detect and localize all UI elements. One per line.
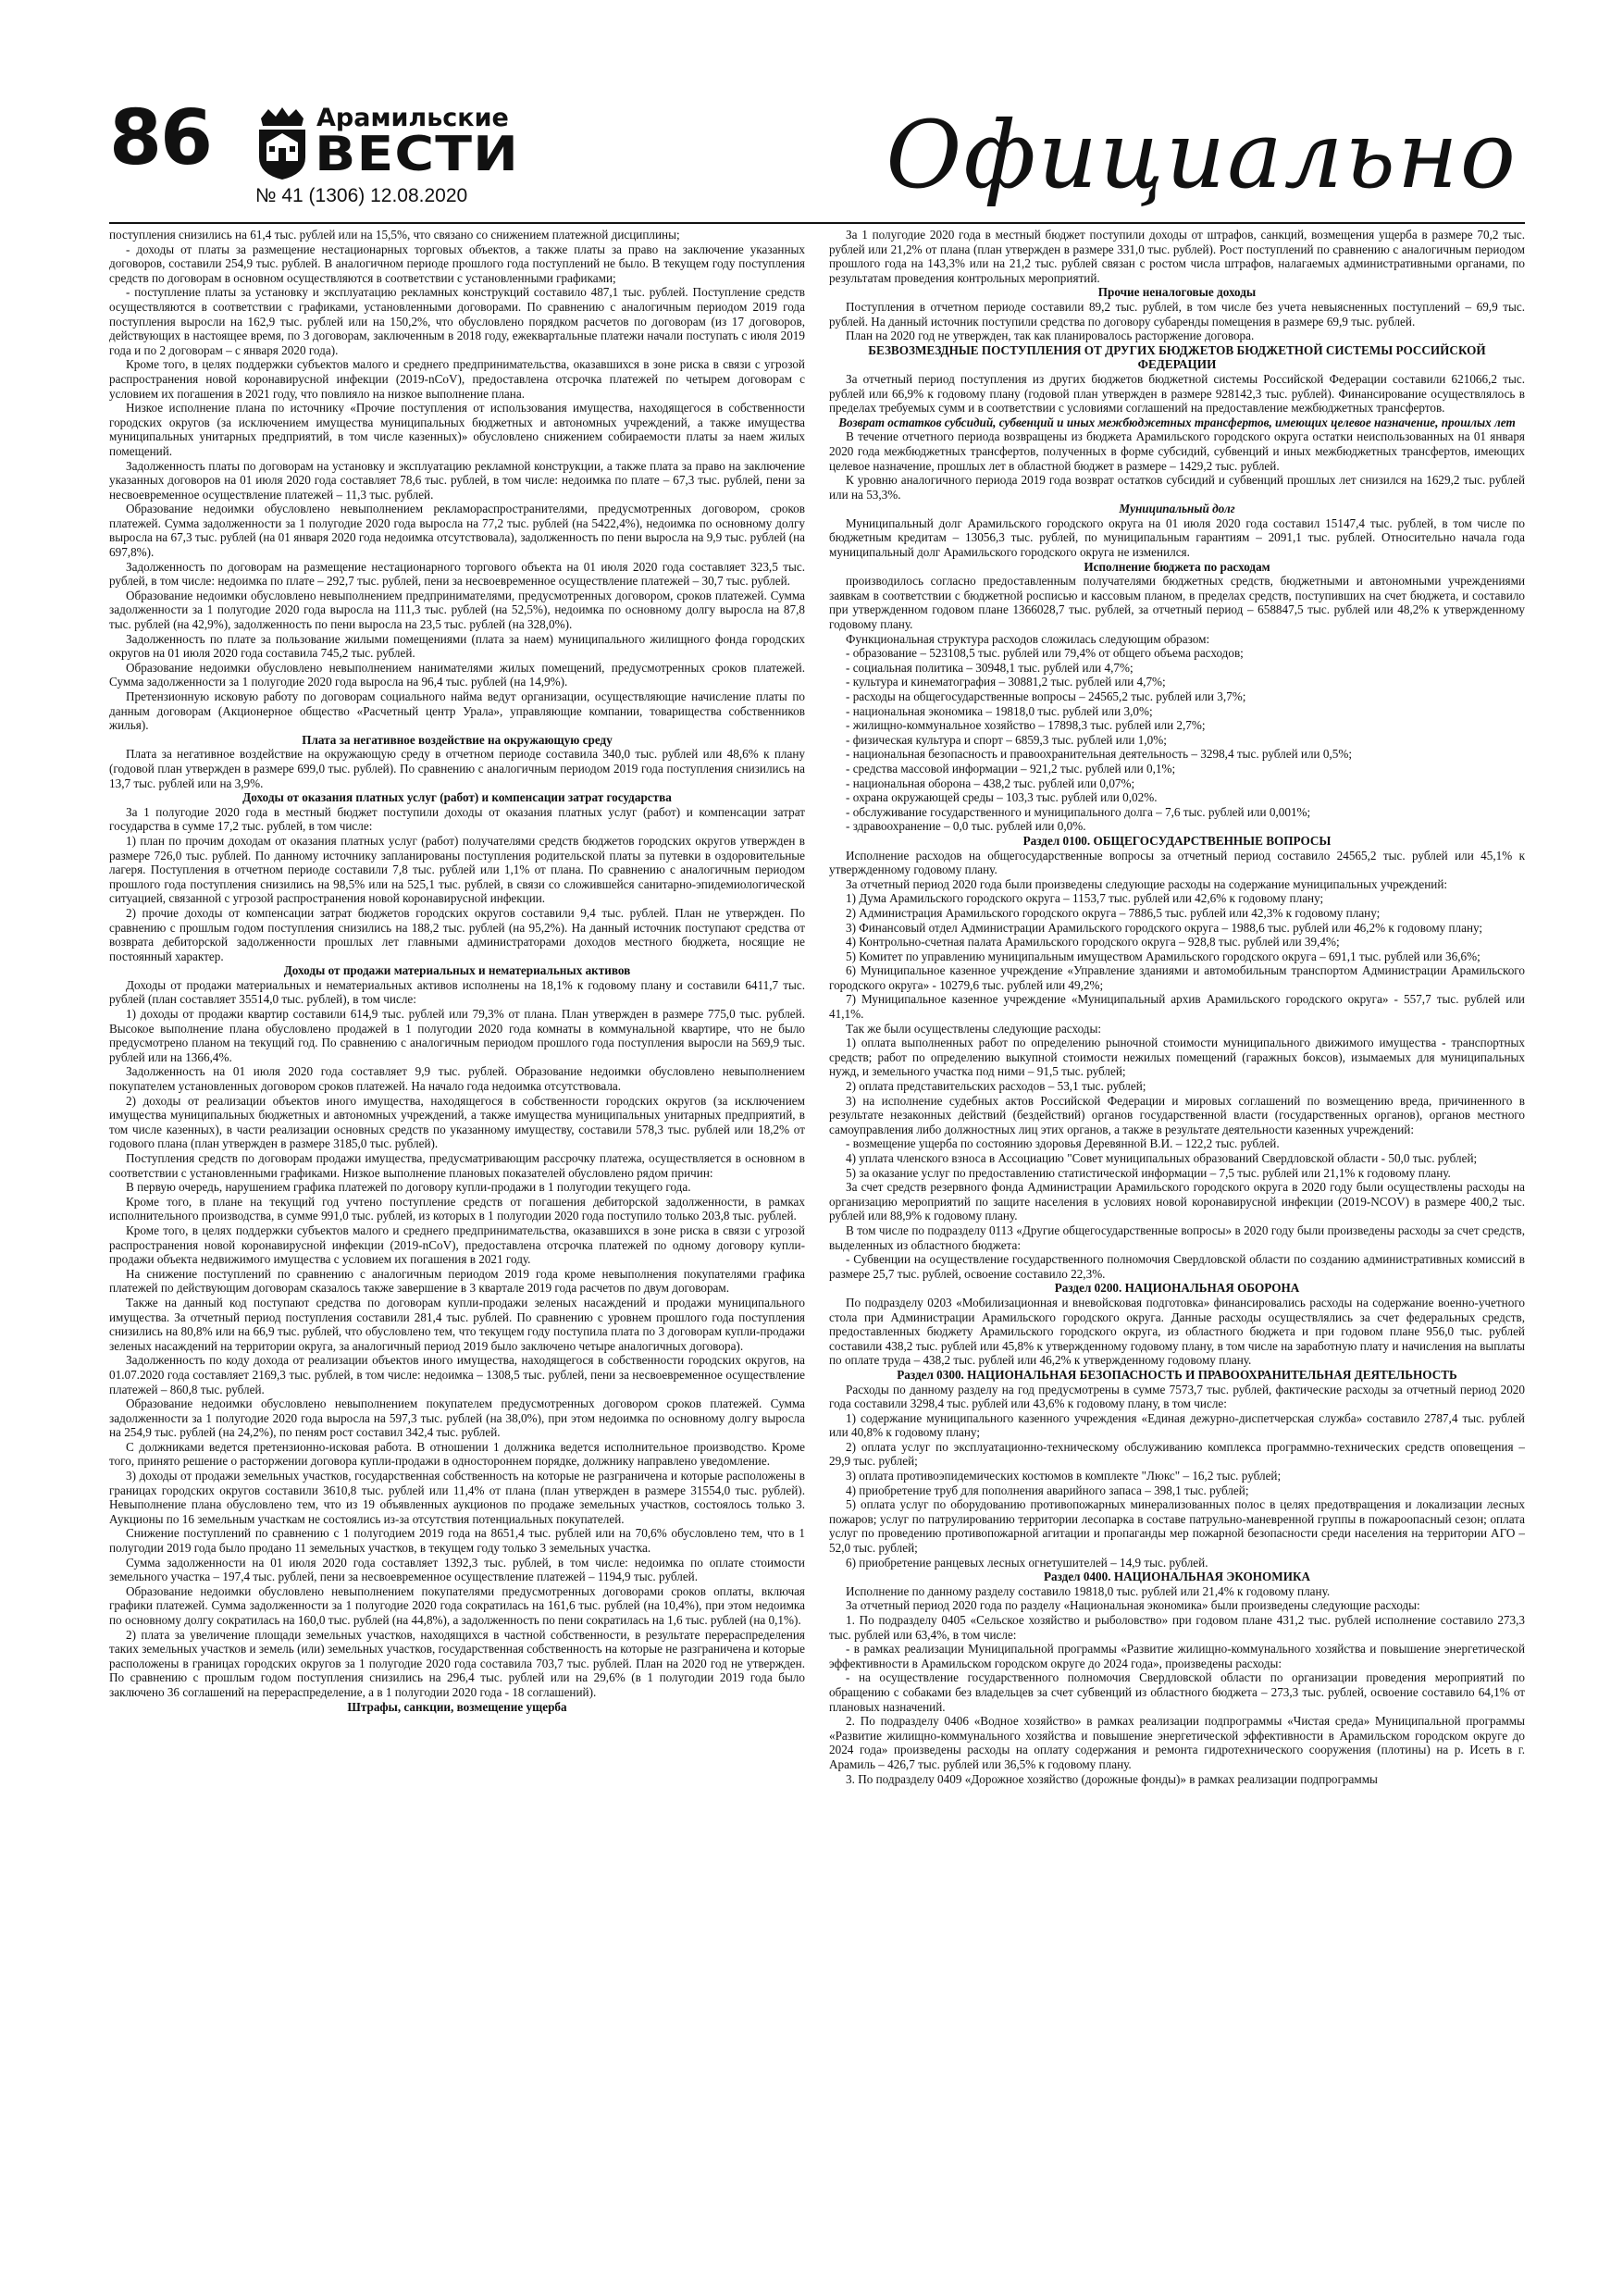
- paragraph: Задолженность на 01 июля 2020 года составляет 9,9 тыс. рублей. Образование недоимки обусловлено невыполнением покупателем установленных договором сроков платежей. На начало года недоимка отсутствовала.: [109, 1064, 805, 1094]
- paragraph: 1) Дума Арамильского городского округа – 1153,7 тыс. рублей или 42,6% к годовому плану;: [846, 891, 1324, 906]
- paragraph: Задолженность по плате за пользование жилыми помещениями (плата за наем) муниципального жилищного фонда городских округов на 01 июля 2020 года составила 745,2 тыс. рублей.: [109, 631, 805, 661]
- section-heading: Штрафы, санкции, возмещение ущерба: [347, 1699, 567, 1714]
- paragraph: Образование недоимки обусловлено невыполнением покупателями предусмотренных договорами сроков оплаты, включая графики платежей. Сумма задолженности за 1 полугодие 2020 года сократилась на 161,6 тыс. рублей (на 10,4%), при этом недоимка по основному долгу сократилась на 160,0 тыс. рублей (на 44,8%), а задолженность по пени сократилась на 1,6 тыс. рублей (на 0,1%).: [109, 1583, 805, 1627]
- paragraph: 5) Комитет по управлению муниципальным имуществом Арамильского городского округа – 691,1 тыс. рублей или 36,6%;: [846, 949, 1481, 963]
- paragraph: Поступления средств по договорам продажи имущества, предусматривающим рассрочку платежа, осуществляется в основном в соответствии с установленными графиками. Низкое выполнение плановых показателей обусловлено рядом причин:: [109, 1151, 805, 1180]
- paragraph: За отчетный период 2020 года были произведены следующие расходы на содержание муниципальных учреждений:: [846, 876, 1448, 891]
- left-column: [109, 228, 805, 2273]
- section-heading: Плата за негативное воздействие на окружающую среду: [302, 732, 613, 747]
- paragraph: К уровню аналогичного периода 2019 года возврат остатков субсидий и субвенций прошлых лет снизился на 1629,2 тыс. рублей или на 53,3%.: [829, 473, 1525, 502]
- paragraph: За 1 полугодие 2020 года в местный бюджет поступили доходы от штрафов, санкций, возмещения ущерба в размере 70,2 тыс. рублей или 21,2% от плана (план утвержден в размере 331,0 тыс. рублей). Рост поступлений по сравнению с аналогичным периодом прошлого года на 143,3% или на 21,2 тыс. рублей связан с ростом числа штрафов, налагаемых административными органами, по результатам проведения контрольных мероприятий.: [829, 228, 1525, 285]
- paragraph: Муниципальный долг Арамильского городского округа на 01 июля 2020 года составил 15147,4 тыс. рублей, в том числе по бюджетным кредитам – 13056,3 тыс. рублей, по муниципальным гарантиям – 2091,1 тыс. рублей. Относительно начала года муниципальный долг Арамильского городского округа не изменился.: [829, 515, 1525, 560]
- paragraph: Так же были осуществлены следующие расходы:: [846, 1021, 1102, 1036]
- paragraph: Задолженность по коду дохода от реализации объектов иного имущества, находящегося в собственности городских округов, на 01.07.2020 года составляет 2169,3 тыс. рублей, в том числе: недоимка – 1308,5 тыс. рублей, пени за несвоевременное осуществление платежей – 860,8 тыс. рублей.: [109, 1353, 805, 1396]
- issue-info: № 41 (1306) 12.08.2020: [255, 185, 468, 206]
- subsection-heading: Муниципальный долг: [1119, 502, 1235, 516]
- paragraph: Поступления в отчетном периоде составили 89,2 тыс. рублей, в том числе без учета невыясненных поступлений – 69,9 тыс. рублей. На данный источник поступили средства по договору субаренды помещения в размере 69,9 тыс. рублей.: [829, 299, 1525, 329]
- paragraph: Кроме того, в целях поддержки субъектов малого и среднего предпринимательства, оказавшихся в зоне риска в связи с угрозой распространения новой коронавирусной инфекции (2019-nCoV), предоставлена отсрочка платежей по четырем договорам с условием их погашения в 2021 году, что повлияло на низкое выполнение плана.: [109, 357, 805, 401]
- paragraph: 4) уплата членского взноса в Ассоциацию "Совет муниципальных образований Свердловской области - 50,0 тыс. рублей;: [846, 1151, 1478, 1165]
- paragraph: Образование недоимки обусловлено невыполнением нанимателями жилых помещений, предусмотренных сроков платежей. Сумма задолженности за 1 полугодие 2020 года выросла на 96,4 тыс. рублей (на 14,9%).: [109, 660, 805, 689]
- paragraph: 3) доходы от продажи земельных участков, государственная собственность на которые не разграничена и которые расположены в границах городских округов составили 3610,8 тыс. рублей или 11,4% от плана (план утвержден в размере 31554,0 тыс. рублей). Невыполнение плана обусловлено тем, что из 19 объявленных аукционов по продаже земельных участков, состоялось только 3. Аукционы по 16 земельным участкам не состоялись из-за отсутствия потенциальных покупателей.: [109, 1469, 805, 1526]
- paragraph: 2) прочие доходы от компенсации затрат бюджетов городских округов составили 9,4 тыс. рублей. План не утвержден. По сравнению с прошлым годом поступления снизились на 188,2 тыс. рублей (на 95,2%). На данный источник поступают средства от возврата дебиторской задолженности прошлых лет главными администраторами доходов местного бюджета, носящие не постоянный характер.: [109, 905, 805, 963]
- paragraph: За 1 полугодие 2020 года в местный бюджет поступили доходы от оказания платных услуг (работ) и компенсации затрат государства в сумме 17,2 тыс. рублей, в том числе:: [109, 804, 805, 834]
- subsection-heading: Возврат остатков субсидий, субвенций и иных межбюджетных трансфертов, имеющих целевое назначение, прошлых лет: [838, 415, 1516, 429]
- page-number: 86: [109, 94, 212, 182]
- section-title: Официально: [886, 101, 1518, 209]
- paragraph: План на 2020 год не утвержден, так как планировалось расторжение договора.: [846, 329, 1255, 343]
- paragraph: - доходы от платы за размещение нестационарных торговых объектов, а также платы за право на заключение указанных договоров, составили 254,9 тыс. рублей. В аналогичном периоде прошлого года поступлений не было. В текущем году поступления средств по договорам в основном осуществляются в соответствии с установленными графиками;: [109, 242, 805, 285]
- right-column: [829, 228, 1525, 2273]
- paragraph: 6) приобретение ранцевых лесных огнетушителей – 14,9 тыс. рублей.: [846, 1555, 1208, 1570]
- paragraph: Сумма задолженности на 01 июля 2020 года составляет 1392,3 тыс. рублей, в том числе: недоимка по оплате стоимости земельного участка – 197,4 тыс. рублей, пени за несвоевременное осуществление платежей – 1194,9 тыс. рублей.: [109, 1555, 805, 1584]
- section-heading: Исполнение бюджета по расходам: [1084, 559, 1270, 574]
- paragraph: 2) Администрация Арамильского городского округа – 7886,5 тыс. рублей или 42,3% к годовому плану;: [846, 905, 1381, 920]
- paragraph: - средства массовой информации – 921,2 тыс. рублей или 0,1%;: [846, 761, 1176, 776]
- paragraph: Задолженность платы по договорам на установку и эксплуатацию рекламной конструкции, а также плата за право на заключение указанных договоров на 01 июля 2020 года составляет 78,6 тыс. рублей, в том числе: недоимка по плате – 67,3 тыс. рублей, пени за несвоевременное осуществление платежей – 11,3 тыс. рублей.: [109, 458, 805, 502]
- paragraph: Кроме того, в плане на текущий год учтено поступление средств от погашения дебиторской задолженности, в рамках исполнительного производства, в сумме 991,0 тыс. рублей, из которых в 1 полугодии 2020 года поступило только 203,8 тыс. рублей.: [109, 1194, 805, 1223]
- paragraph: 6) Муниципальное казенное учреждение «Управление зданиями и автомобильным транспортом Администрации Арамильского городского округа» - 10279,6 тыс. рублей или 49,2%;: [829, 963, 1525, 992]
- paragraph: 4) Контрольно-счетная палата Арамильского городского округа – 928,8 тыс. рублей или 39,4%;: [846, 935, 1340, 949]
- paragraph: - национальная безопасность и правоохранительная деятельность – 3298,4 тыс. рублей или 0,5%;: [846, 747, 1353, 762]
- paragraph: - физическая культура и спорт – 6859,3 тыс. рублей или 1,0%;: [846, 732, 1167, 747]
- paragraph: - национальная экономика – 19818,0 тыс. рублей или 3,0%;: [846, 703, 1153, 718]
- paragraph: 3. По подразделу 0409 «Дорожное хозяйство (дорожные фонды)» в рамках реализации подпрограммы: [846, 1771, 1378, 1786]
- paragraph: - в рамках реализации Муниципальной программы «Развитие жилищно-коммунального хозяйства и повышение энергетической эффективности в Арамильском городском округе до 2024 года», произведены расходы:: [829, 1642, 1525, 1670]
- paragraph: В течение отчетного периода возвращены из бюджета Арамильского городского округа остатки неиспользованных на 01 января 2020 года межбюджетных трансфертов, полученных в форме субсидий, субвенций и иных межбюджетных трансфертов, имеющих целевое назначение, прошлых лет в областной бюджет в размере – 1429,2 тыс. рублей.: [829, 429, 1525, 473]
- paragraph: - образование – 523108,5 тыс. рублей или 79,4% от общего объема расходов;: [846, 646, 1244, 661]
- paragraph: 3) оплата противоэпидемических костюмов в комплекте "Люкс" – 16,2 тыс. рублей;: [846, 1469, 1282, 1483]
- paragraph: - поступление платы за установку и эксплуатацию рекламных конструкций составило 487,1 тыс. рублей. Поступление средств осуществляются в соответствии с графиками, установленными договорами. По сравнению с аналогичным периодом 2019 года поступления выросли на 162,9 тыс. рублей или на 150,2%, что обусловлено порядком расчетов по договорам (из 17 договоров, действующих в настоящее время, по 3 договорам, заключенным в 2018 году, ежеквартальные платежи начали поступать с июля 2019 года и по 2 договорам – с января 2020 года).: [109, 285, 805, 357]
- paragraph: Плата за негативное воздействие на окружающую среду в отчетном периоде составила 340,0 тыс. рублей или 48,6% к плану (годовой план утвержден в размере 699,0 тыс. рублей). По сравнению с аналогичным периодом 2019 года поступления снизились на 13,7 тыс. рублей или на 3,9%.: [109, 747, 805, 790]
- paragraph: 1) план по прочим доходам от оказания платных услуг (работ) получателями средств бюджетов городских округов утвержден в размере 726,0 тыс. рублей. По данному источнику запланированы поступления родительской платы за путевки в оздоровительные лагеря. Поступления в отчетном периоде составили 7,8 тыс. рублей или 1,1% от плана. По сравнению с аналогичным периодом прошлого года поступления снизились на 98,5% или на 525,1 тыс. рублей, в связи со сложившейся санитарно-эпидемиологической ситуацией, связанной с угрозой распространения новой коронавирусной инфекции.: [109, 833, 805, 906]
- section-heading: БЕЗВОЗМЕЗДНЫЕ ПОСТУПЛЕНИЯ ОТ ДРУГИХ БЮДЖЕТОВ БЮДЖЕТНОЙ СИСТЕМЫ РОССИЙСКОЙ ФЕДЕРАЦИИ: [868, 342, 1486, 372]
- paragraph: Доходы от продажи материальных и нематериальных активов исполнены на 18,1% к годовому плану и составили 6411,7 тыс. рублей (план составляет 35514,0 тыс. рублей), в том числе:: [109, 977, 805, 1007]
- paragraph: Снижение поступлений по сравнению с 1 полугодием 2019 года на 8651,4 тыс. рублей или на 70,6% обусловлено тем, что в 1 полугодии 2019 года было продано 11 земельных участков, в текущем году только 3 земельных участка.: [109, 1526, 805, 1556]
- newspaper-logo: [255, 100, 588, 192]
- paragraph: 2) оплата услуг по эксплуатационно-техническому обслуживанию комплекса программно-технических средств оповещения – 29,9 тыс. рублей;: [829, 1439, 1525, 1469]
- paragraph: 4) приобретение труб для пополнения аварийного запаса – 398,1 тыс. рублей;: [846, 1483, 1249, 1497]
- paragraph: В первую очередь, нарушением графика платежей по договору купли-продажи в 1 полугодии текущего года.: [126, 1180, 691, 1195]
- paragraph: Задолженность по договорам на размещение нестационарного торгового объекта на 01 июля 2020 года составляет 323,5 тыс. рублей, в том числе: недоимка по плате – 292,7 тыс. рублей, пени за несвоевременное осуществление платежей – 30,7 тыс. рублей.: [109, 559, 805, 589]
- crest-icon: [255, 105, 309, 181]
- paragraph: За отчетный период 2020 года по разделу «Национальная экономика» были произведены следующие расходы:: [846, 1598, 1420, 1613]
- paragraph: Кроме того, в целях поддержки субъектов малого и среднего предпринимательства, оказавшихся в зоне риска в связи с угрозой распространения новой коронавирусной инфекции (2019-nCoV), предоставлена отсрочка платежей по одному договору купли-продажи объекта недвижимого имущества с условием их погашения в 2021 году.: [109, 1222, 805, 1267]
- paragraph: - обслуживание государственного и муниципального долга – 7,6 тыс. рублей или 0,001%;: [846, 804, 1311, 819]
- paragraph: 2) доходы от реализации объектов иного имущества, находящегося в собственности городских округов (за исключением имущества муниципальных бюджетных и автономных учреждений, а также имущества муниципальных унитарных предприятий, в том числе казенных), в части реализации основных средств по указанному имуществу, составили 578,3 тыс. рублей или 18,2% от годового плана (план утвержден в размере 3185,0 тыс. рублей).: [109, 1093, 805, 1151]
- paragraph: 7) Муниципальное казенное учреждение «Муниципальный архив Арамильского городского округа» - 557,7 тыс. рублей или 41,1%.: [829, 992, 1525, 1022]
- header-rule: [109, 222, 1525, 224]
- paragraph: Также на данный код поступают средства по договорам купли-продажи зеленых насаждений и продажи муниципального имущества. За отчетный период поступления составили 281,4 тыс. рублей. По сравнению с уровнем прошлого года поступления снизились на 80,8% или на 66,9 тыс. рублей, что обусловлено тем, что текущем году поступила плата по 3 договорам купли-продажи зеленых насаждений на территории округа, за аналогичный период 2019 было заключено четыре аналогичных договора).: [109, 1295, 805, 1353]
- paragraph: - Субвенции на осуществление государственного полномочия Свердловской области по созданию административных комиссий в размере 25,7 тыс. рублей, освоение составило 22,3%.: [829, 1252, 1525, 1281]
- paragraph: Претензионную исковую работу по договорам социального найма ведут организации, осуществляющие начисление платы по данным договорам (Акционерное общество «Расчетный центр Урала», управляющие компании, товарищества собственников жилья).: [109, 689, 805, 733]
- paragraph: - жилищно-коммунальное хозяйство – 17898,3 тыс. рублей или 2,7%;: [846, 718, 1206, 733]
- paragraph: - охрана окружающей среды – 103,3 тыс. рублей или 0,02%.: [846, 790, 1158, 805]
- paragraph: - возмещение ущерба по состоянию здоровья Деревянной В.И. – 122,2 тыс. рублей.: [846, 1136, 1280, 1151]
- paragraph: Функциональная структура расходов сложилась следующим образом:: [846, 631, 1210, 646]
- paragraph: На снижение поступлений по сравнению с аналогичным периодом 2019 года кроме невыполнения покупателями графика платежей по действующим договорам сказалось также завершение в 3 квартале 2019 года расчетов по двум договорам.: [109, 1266, 805, 1296]
- paragraph: производилось согласно предоставленным получателями бюджетных средств, бюджетными и автономными учреждениями заявкам в соответствии с бюджетной росписью и кассовым планом, в пределах средств, поступивших на счет бюджета, и составило при утвержденном годовом плане 1366028,7 тыс. рублей, за отчетный период – 658847,5 тыс. рублей или 48,2% к утвержденному годовому плану.: [829, 574, 1525, 632]
- section-heading: Раздел 0300. НАЦИОНАЛЬНАЯ БЕЗОПАСНОСТЬ И ПРАВООХРАНИТЕЛЬНАЯ ДЕЯТЕЛЬНОСТЬ: [897, 1367, 1457, 1382]
- paragraph: 2. По подразделу 0406 «Водное хозяйство» в рамках реализации подпрограммы «Чистая среда» Муниципальной программы «Развитие жилищно-коммунального хозяйства и повышение энергетической эффективности в Арамильском городском округе до 2024 года» произведены расходы на оплату содержания и ремонта гидротехнического сооружения (плотины) на р. Исеть в г. Арамиль – 426,7 тыс. рублей или 36,5% к годовому плану.: [829, 1714, 1525, 1771]
- paragraph: Низкое исполнение плана по источнику «Прочие поступления от использования имущества, находящегося в собственности городских округов (за исключением имущества муниципальных бюджетных и автономных учреждений, а также имущества муниципальных унитарных предприятий, в том числе казенных)» обусловлено снижением собираемости платы за наем жилых помещений.: [109, 401, 805, 458]
- paragraph: - национальная оборона – 438,2 тыс. рублей или 0,07%;: [846, 776, 1135, 790]
- section-heading: Доходы от оказания платных услуг (работ) и компенсации затрат государства: [242, 790, 672, 805]
- paragraph: 2) плата за увеличение площади земельных участков, находящихся в частной собственности, в результате перераспределения таких земельных участков и земель (или) земельных участков, государственная собственность на которые не разграничена и которые расположены в границах городских округов за 1 полугодие 2020 года составила 703,7 тыс. рублей. План на 2020 год не утвержден. По сравнению с прошлым годом поступления снизились на 296,4 тыс. рублей или на 29,6% (в 1 полугодии 2019 года было заключено 36 соглашений на перераспределение, а в 1 полугодии 2020 года - 18 соглашений).: [109, 1627, 805, 1699]
- paragraph: 5) за оказание услуг по предоставлению статистической информации – 7,5 тыс. рублей или 21,1% к годовому плану.: [846, 1165, 1451, 1180]
- paragraph: - здравоохранение – 0,0 тыс. рублей или 0,0%.: [846, 819, 1086, 834]
- paragraph: За счет средств резервного фонда Администрации Арамильского городского округа в 2020 году были осуществлены расходы на организацию мероприятий по защите населения в условиях новой коронавирусной инфекции (2019-NCOV) в размере 400,2 тыс. рублей или 88,9% к годовому плану.: [829, 1180, 1525, 1223]
- paragraph: 3) на исполнение судебных актов Российской Федерации и мировых соглашений по возмещению вреда, причиненного в результате незаконных действий (бездействий) органов государственной власти (государственных органов), органов местного самоуправления либо должностных лиц этих органов, а также в результате деятельности казенных учреждений:: [829, 1093, 1525, 1136]
- paragraph: Исполнение расходов на общегосударственные вопросы за отчетный период составило 24565,2 тыс. рублей или 45,1% к утвержденному годовому плану.: [829, 848, 1525, 877]
- section-heading: Раздел 0200. НАЦИОНАЛЬНАЯ ОБОРОНА: [1054, 1281, 1300, 1296]
- paragraph: 5) оплата услуг по оборудованию противопожарных минерализованных полос в целях предотвращения и локализации лесных пожаров; услуг по патрулированию территории лесопарка в составе патрульно-маневренной группы в пожароопасный сезон; оплата услуг по проведению противопожарной агитации и пропаганды мер пожарной безопасности среди населения на территории АГО – 52,0 тыс. рублей;: [829, 1497, 1525, 1556]
- paragraph: Образование недоимки обусловлено невыполнением рекламораспространителями, предусмотренных договором, сроков платежей. Сумма задолженности за 1 полугодие 2020 года выросла на 77,2 тыс. рублей (на 5422,4%), недоимка по основному долгу выросла на 67,3 тыс. рублей (на 01 января 2020 года недоимка отсутствовала), задолженность по пени выросла на 9,9 тыс. рублей (на 697,8%).: [109, 502, 805, 560]
- paragraph: С должниками ведется претензионно-исковая работа. В отношении 1 должника ведется исполнительное производство. Кроме того, принято решение о расторжении договора купли-продажи в одностороннем порядке, должнику направлено уведомление.: [109, 1439, 805, 1469]
- paragraph: По подразделу 0203 «Мобилизационная и вневойсковая подготовка» финансировались расходы на содержание военно-учетного стола при Администрации Арамильского городского округа. Данные расходы осуществлялись за счет федеральных средств, предоставленных бюджету Арамильского городского округа, из областного бюджета и при годовом плане 956,0 тыс. рублей составили 438,2 тыс. рублей или 45,8% к утвержденному годовому плану, в том числе на заработную плату и начисления на выплаты по оплате труда – 438,2 тыс. рублей или 46,2% к утвержденному годовому плану.: [829, 1295, 1525, 1368]
- paragraph: 1) оплата выполненных работ по определению рыночной стоимости муниципального движимого имущества - транспортных средств; работ по определению выкупной стоимости нежилых помещений (гаражных боксов), изымаемых для муниципальных нужд, и земельного участка под ними – 91,5 тыс. рублей;: [829, 1036, 1525, 1079]
- paragraph: - социальная политика – 30948,1 тыс. рублей или 4,7%;: [846, 660, 1134, 675]
- paragraph: 3) Финансовый отдел Администрации Арамильского городского округа – 1988,6 тыс. рублей или 46,2% к годовому плану;: [846, 920, 1483, 935]
- paragraph: - на осуществление государственного полномочия Свердловской области по организации проведения мероприятий по обращению с собаками без владельцев за счет субвенций из областного бюджета – 273,3 тыс. рублей, освоение составило 64,1% от плановых назначений.: [829, 1670, 1525, 1714]
- section-heading: Прочие неналоговые доходы: [1097, 285, 1257, 300]
- paragraph: 1) содержание муниципального казенного учреждения «Единая дежурно-диспетчерская служба» составило 2787,4 тыс. рублей или 40,8% к годовому плану;: [829, 1410, 1525, 1440]
- paragraph: Образование недоимки обусловлено невыполнением предпринимателями, предусмотренных договором, сроков платежей. Сумма задолженности за 1 полугодие 2020 года выросла на 111,3 тыс. рублей (на 52,5%), недоимка по основному долгу выросла на 87,8 тыс. рублей (на 42,9%), задолженность по пени выросла на 23,5 тыс. рублей (на 328,0%).: [109, 588, 805, 632]
- logo-main-text: ВЕСТИ: [315, 127, 519, 182]
- section-heading: Раздел 0100. ОБЩЕГОСУДАРСТВЕННЫЕ ВОПРОСЫ: [1022, 833, 1332, 848]
- paragraph: Исполнение по данному разделу составило 19818,0 тыс. рублей или 21,4% к годовому плану.: [846, 1583, 1331, 1598]
- paragraph: - расходы на общегосударственные вопросы – 24565,2 тыс. рублей или 3,7%;: [846, 689, 1246, 703]
- paragraph: В том числе по подразделу 0113 «Другие общегосударственные вопросы» в 2020 году были произведены расходы за счет средств, выделенных из областного бюджета:: [829, 1222, 1525, 1252]
- section-heading: Раздел 0400. НАЦИОНАЛЬНАЯ ЭКОНОМИКА: [1043, 1570, 1311, 1584]
- paragraph: 1. По подразделу 0405 «Сельское хозяйство и рыболовство» при годовом плане 431,2 тыс. рублей исполнение составило 273,3 тыс. рублей или 63,4%, в том числе:: [829, 1613, 1525, 1642]
- paragraph: Образование недоимки обусловлено невыполнением покупателем предусмотренных договором сроков платежей. Сумма задолженности за 1 полугодие 2020 года выросла на 597,3 тыс. рублей (на 38,0%), при этом недоимка по основному долгу выросла на 254,9 тыс. рублей (на 24,2%), по пеням рост составил 342,4 тыс. рублей.: [109, 1396, 805, 1440]
- paragraph: Расходы по данному разделу на год предусмотрены в сумме 7573,7 тыс. рублей, фактические расходы за отчетный период 2020 года составили 3298,4 тыс. рублей или 43,6% к годовому плану, в том числе:: [829, 1382, 1525, 1411]
- paragraph: - культура и кинематография – 30881,2 тыс. рублей или 4,7%;: [846, 675, 1166, 689]
- paragraph: 2) оплата представительских расходов – 53,1 тыс. рублей;: [846, 1079, 1146, 1094]
- paragraph: 1) доходы от продажи квартир составили 614,9 тыс. рублей или 79,3% от плана. План утвержден в размере 775,0 тыс. рублей. Высокое выполнение плана обусловлено продажей в 1 полугодии 2020 года комнаты в коммунальной квартире, что не было предусмотрено планом на текущий год. По сравнению с аналогичным периодом прошлого года поступления выросли на 569,9 тыс. рублей или на 1366,4%.: [109, 1007, 805, 1064]
- logo-top-text: Арамильские: [316, 104, 509, 132]
- paragraph: поступления снизились на 61,4 тыс. рублей или на 15,5%, что связано со снижением платежной дисциплины;: [109, 228, 680, 242]
- paragraph: За отчетный период поступления из других бюджетов бюджетной системы Российской Федерации составили 621066,2 тыс. рублей или 66,9% к годовому плану (годовой план утвержден в размере 928142,3 тыс. рублей). Финансирование осуществлялось в пределах требуемых сумм и в соответствии с условиями соглашений на предоставление межбюджетных трансфертов.: [829, 371, 1525, 416]
- section-heading: Доходы от продажи материальных и нематериальных активов: [283, 963, 631, 978]
- masthead: [109, 94, 1525, 230]
